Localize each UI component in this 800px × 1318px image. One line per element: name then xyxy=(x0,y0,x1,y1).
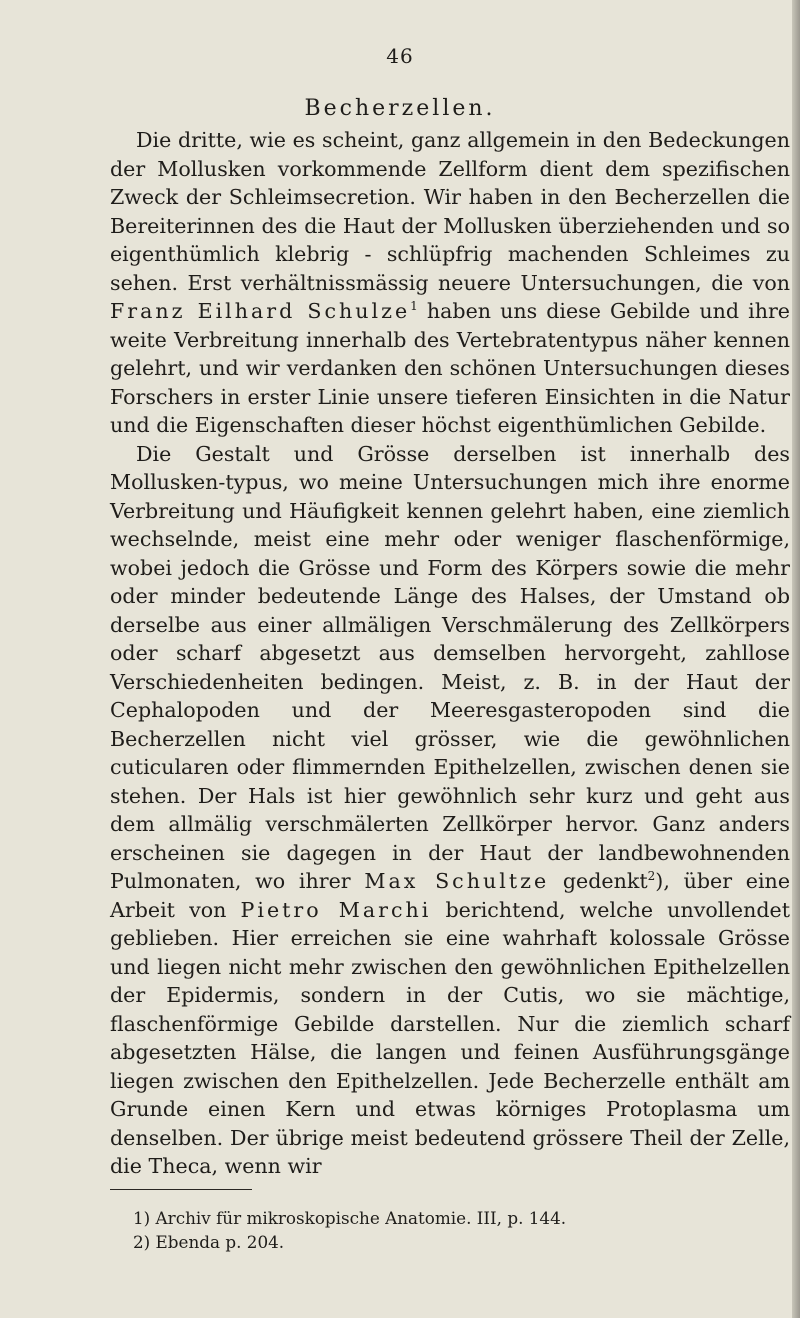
footnote-divider xyxy=(110,1189,252,1190)
person-name: Pietro Marchi xyxy=(240,897,432,922)
text-run: berichtend, welche unvollendet geblieben. Hier erreichen sie eine wahrhaft kolossale Grösse und liegen nicht mehr zwischen den gewöhnlichen Epithelzellen der Epidermis, sondern in der Cutis, wo sie mächtige, flaschenförmige Gebilde darstellen. Nur die ziemlich scharf abgesetzten Hälse, die langen und feinen Ausführungsgänge liegen zwischen den Epithelzellen. Jede Becherzelle enthält am Grunde einen Kern und etwas körniges Protoplasma um denselben. Der übrige meist bedeutend grössere Theil der Zelle, die Theca, wenn wir xyxy=(110,897,791,1178)
footnote-ref: 2 xyxy=(647,869,656,884)
text-run: Die dritte, wie es scheint, ganz allgemein in den Bedeckungen der Mollusken vorkommende Zellform dient dem spezifischen Zweck der Schleimsecretion. Wir haben in den Becherzellen die Bereiterinnen des die Haut der Mollusken überziehenden und so eigenthümlich klebrig - schlüpfrig machenden Schleimes zu sehen. Erst verhältnissmässig neuere Untersuchungen, die von xyxy=(110,128,790,295)
person-name: Franz Eilhard Schulze xyxy=(110,299,411,323)
section-heading: Becherzellen. xyxy=(304,96,496,121)
page-edge-shadow xyxy=(792,0,800,1318)
paragraph xyxy=(110,126,790,440)
text-run: Die Gestalt und Grösse derselben ist innerhalb des Mollusken-typus, wo meine Untersuchungen mich ihre enorme Verbreitung und Häufigkeit kennen gelehrt haben, eine ziemlich wechselnde, meist eine mehr oder weniger flaschenförmige, wobei jedoch die Grösse und Form des Körpers sowie die mehr oder minder bedeutende Länge des Halses, der Umstand ob derselbe aus einer allmäligen Verschmälerung des Zellkörpers oder scharf abgesetzt aus demselben hervorgeht, zahllose Verschiedenheiten bedingen. Meist, z. B. in der Haut der Cephalopoden und der Meeresgasteropoden sind die Becherzellen nicht viel grösser, wie die gewöhnlichen cuticularen oder flimmernden Epithelzellen, zwischen denen sie stehen. Der Hals ist hier gewöhnlich sehr kurz und geht aus dem allmälig verschmälerten Zellkörper hervor. Ganz anders erscheinen sie dagegen in der Haut der landbewohnenden Pulmonaten, wo ihrer xyxy=(110,441,790,893)
footnote-1: 1) Archiv für mikroskopische Anatomie. III, p. 144. xyxy=(133,1208,567,1228)
paragraph xyxy=(110,440,790,1181)
text-run: gedenkt xyxy=(549,869,648,893)
person-name: Max Schultze xyxy=(364,869,550,893)
body-text xyxy=(110,126,790,1181)
footnotes xyxy=(133,1206,773,1254)
text-run: haben uns diese Gebilde und ihre weite Verbreitung innerhalb des Vertebratentypus näher kennen gelehrt, und wir verdanken den schönen Untersuchungen dieses Forschers in erster Linie unsere tieferen Einsichten in die Natur und die Eigenschaften dieser höchst eigenthümlichen Gebilde. xyxy=(110,299,790,437)
text-run: ), über eine Arbeit von xyxy=(110,869,791,922)
footnote-2: 2) Ebenda p. 204. xyxy=(133,1232,285,1252)
footnote-ref: 1 xyxy=(410,299,418,314)
page-number: 46 xyxy=(386,44,414,68)
